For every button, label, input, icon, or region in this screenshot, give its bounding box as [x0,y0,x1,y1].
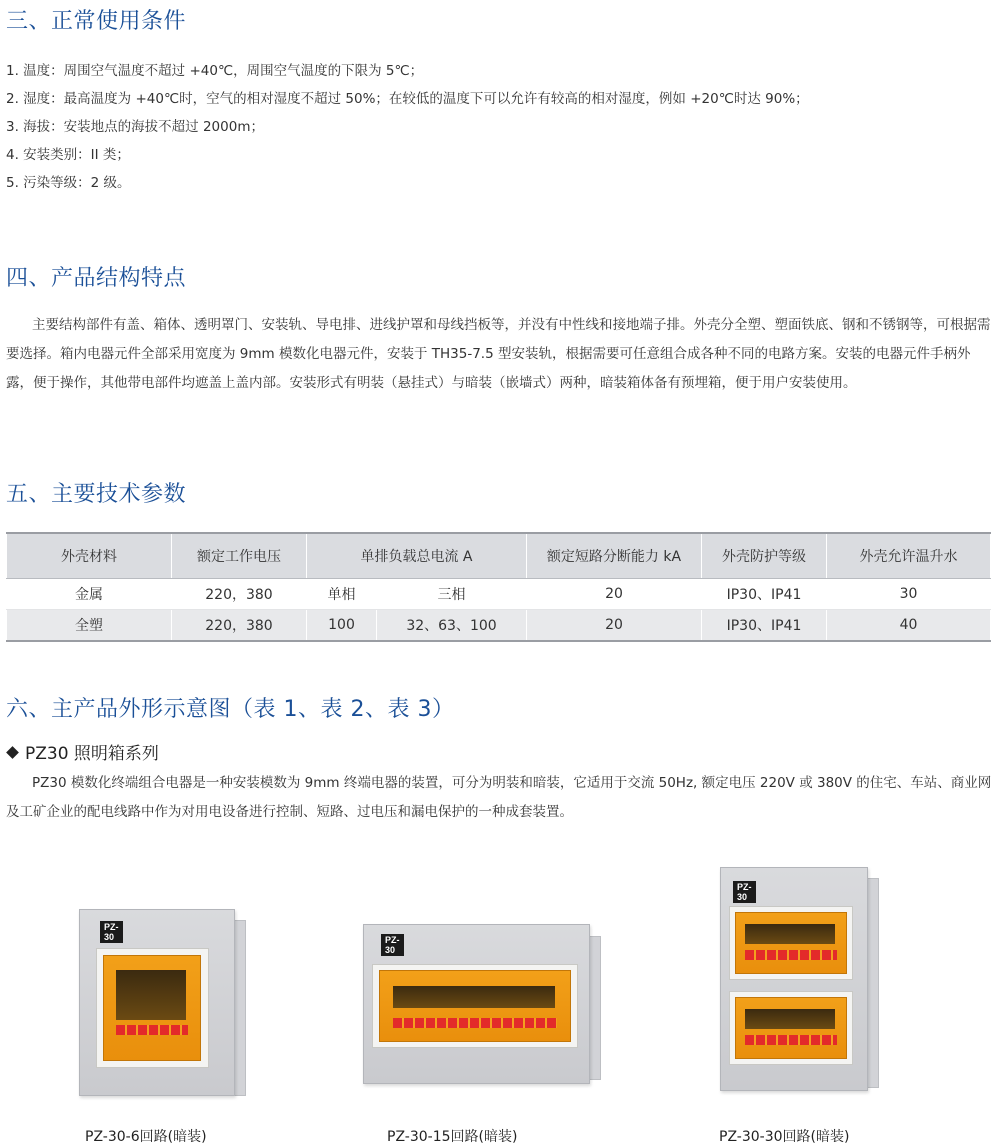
structure-paragraph: 主要结构部件有盖、箱体、透明罩门、安装轨、导电排、进线护罩和母线挡板等，并没有中性线和接地端子排。外壳分全塑、塑面铁底、钢和不锈钢等，可根据需要选择。箱内电器元件全部采用宽度为 9mm 模数化电器元件，安装于 TH35-7.5 型安装轨，根据需要可任意组合成各种不同的电路方案。安装的电器元件手柄外露，便于操作，其他带电部件均遮盖上盖内部。安装形式有明装（悬挂式）与暗装（嵌墙式）两种，暗装箱体备有预埋箱，便于用户安装使用。 [6,317,991,391]
section-3-title: 三、正常使用条件 [6,9,187,34]
table-cell: 220，380 [172,579,307,610]
table-header-cell: 额定短路分断能力 kA [527,533,702,579]
table-cell: IP30、IP41 [702,579,827,610]
table-header-row [7,533,991,579]
breaker-row-upper [745,950,837,960]
diamond-bullet-icon [6,746,19,759]
table-row [7,579,991,610]
breaker-slot [116,970,186,1020]
series-paragraph: PZ30 模数化终端组合电器是一种安装模数为 9mm 终端电器的装置，可分为明装和暗装，它适用于交流 50Hz, 额定电压 220V 或 380V 的住宅、车站、商业网及工矿企业的配电线路中作为对用电设备进行控制、短路、过电压和漏电保护的一种成套装置。 [6,775,992,820]
breaker-slot-upper [745,924,835,944]
series-title [8,739,159,764]
model-tag: PZ-30 [100,921,123,943]
model-tag: PZ-30 [733,881,756,903]
spec-table [6,532,991,642]
table-cell: 40 [827,610,991,642]
section-6-title: 六、主产品外形示意图（表 1、表 2、表 3） [6,697,455,722]
product-caption: PZ-30-30回路(暗装) [719,1129,850,1145]
table-cell: 全塑 [7,610,172,642]
table-cell: 20 [527,579,702,610]
series-title-text: PZ30 照明箱系列 [25,744,159,764]
table-cell: IP30、IP41 [702,610,827,642]
table-cell: 单相 [307,579,377,610]
condition-item-5: 5. 污染等级：2 级。 [6,175,131,191]
product-caption: PZ-30-6回路(暗装) [85,1129,207,1145]
table-header-cell: 单排负载总电流 A [307,533,527,579]
breaker-slot [393,986,555,1008]
condition-item-1: 1. 温度：周围空气温度不超过 +40℃，周围空气温度的下限为 5℃； [6,63,424,79]
table-cell: 30 [827,579,991,610]
product-caption: PZ-30-15回路(暗装) [387,1129,518,1145]
table-header-cell: 外壳允许温升水 [827,533,991,579]
table-cell: 金属 [7,579,172,610]
condition-item-2: 2. 湿度：最高温度为 +40℃时，空气的相对湿度不超过 50%；在较低的温度下可以允许有较高的相对湿度，例如 +20℃时达 90%； [6,91,809,107]
condition-item-4: 4. 安装类别：II 类； [6,147,130,163]
table-header-cell: 额定工作电压 [172,533,307,579]
table-cell: 32、63、100 [377,610,527,642]
breaker-row [393,1018,557,1028]
breaker-slot-lower [745,1009,835,1029]
breaker-row-lower [745,1035,837,1045]
table-cell: 三相 [377,579,527,610]
table-row [7,610,991,642]
section-5-title: 五、主要技术参数 [6,482,187,507]
breaker-row [116,1025,188,1035]
table-header-cell: 外壳材料 [7,533,172,579]
model-tag: PZ-30 [381,934,404,956]
section-4-title: 四、产品结构特点 [6,266,187,291]
table-cell: 220，380 [172,610,307,642]
table-cell: 20 [527,610,702,642]
table-header-cell: 外壳防护等级 [702,533,827,579]
condition-item-3: 3. 海拔：安装地点的海拔不超过 2000m； [6,119,264,135]
table-cell: 100 [307,610,377,642]
